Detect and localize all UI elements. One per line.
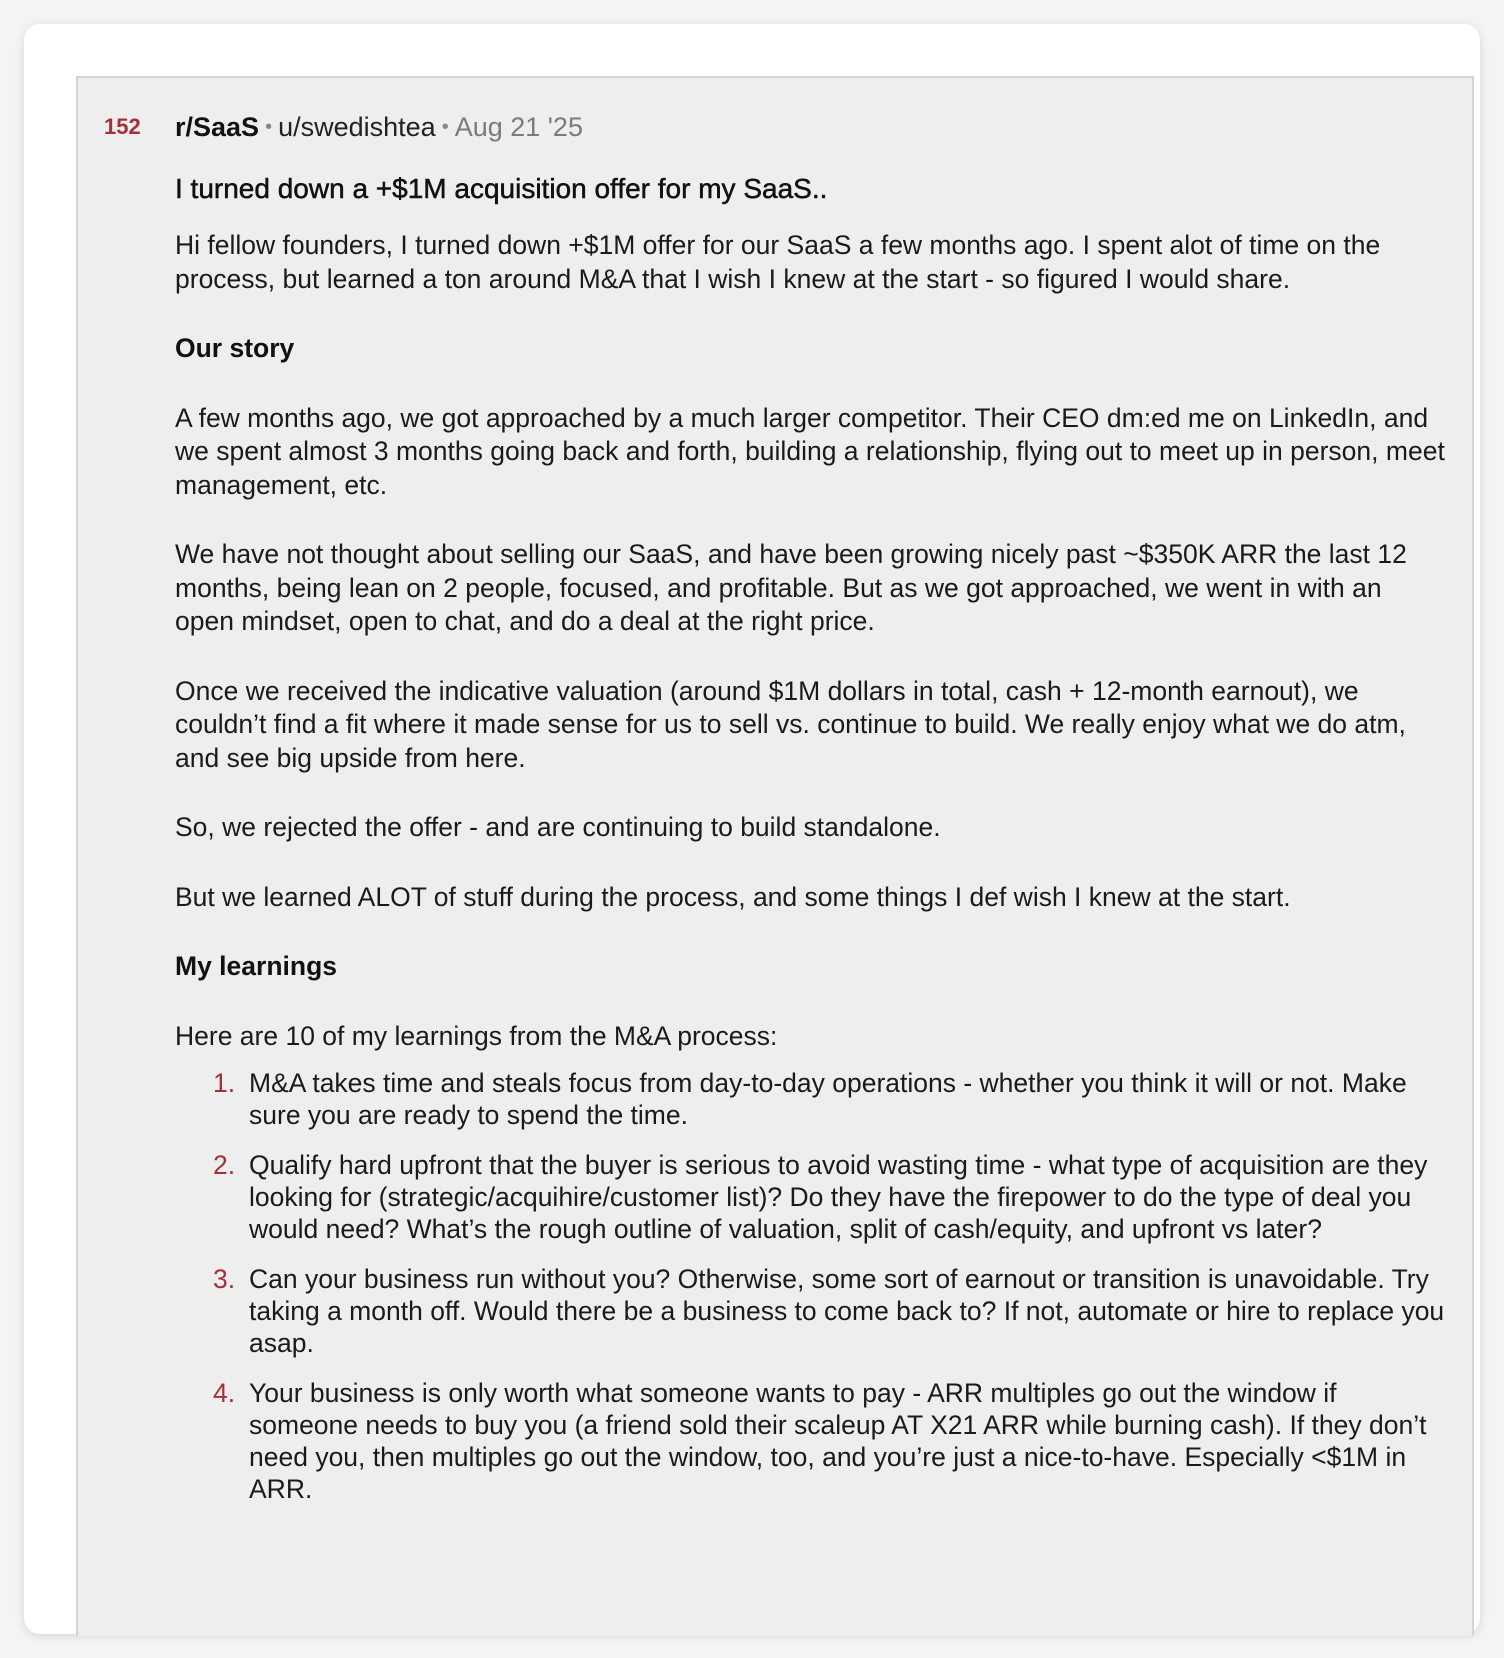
post-body: [175, 108, 1445, 1523]
list-item-number: 2.: [213, 1150, 236, 1180]
story-paragraph: A few months ago, we got approached by a much larger competitor. Their CEO dm:ed me on LinkedIn, and we spent almost 3 months going back and forth, building a relationship, flying out to meet up in person, meet management, etc.: [175, 402, 1445, 500]
post-intro-paragraph: Hi fellow founders, I turned down +$1M offer for our SaaS a few months ago. I spent alot of time on the process, but learned a ton around M&A that I wish I knew at the start - so figured I would share.: [175, 230, 1381, 294]
list-item: [175, 1149, 1445, 1245]
list-item-text: Can your business run without you? Otherwise, some sort of earnout or transition is unavoidable. Try taking a month off. Would there be a business to come back to? If not, automate or hire to replace you asap.: [249, 1264, 1445, 1358]
post-date: Aug 21 '25: [454, 112, 583, 142]
list-item-number: 4.: [213, 1378, 236, 1408]
meta-separator-dot: •: [441, 116, 449, 138]
list-item: [175, 1067, 1445, 1131]
story-paragraph: So, we rejected the offer - and are continuing to build standalone.: [175, 812, 941, 842]
screenshot-frame: [24, 24, 1480, 1634]
list-item: [175, 1377, 1445, 1505]
list-item-text: M&A takes time and steals focus from day-to-day operations - whether you think it will or not. Make sure you are ready to spend the time.: [249, 1068, 1407, 1130]
list-item: [175, 1263, 1445, 1359]
learnings-intro: Here are 10 of my learnings from the M&A process:: [175, 1020, 778, 1051]
post-card: [76, 76, 1474, 1636]
post-meta: [175, 108, 1445, 149]
list-item-number: 1.: [213, 1068, 236, 1098]
heading-our-story: Our story: [175, 333, 295, 363]
meta-separator-dot: •: [265, 116, 273, 138]
list-item-text: Your business is only worth what someone wants to pay - ARR multiples go out the window if someone needs to buy you (a friend sold their scaleup AT X21 ARR while burning cash). If they don’t need you, then multiples go out the window, too, and you’re just a nice-to-have. Especially <$1M in ARR.: [249, 1378, 1427, 1504]
vote-score: 152: [104, 114, 141, 139]
heading-my-learnings: My learnings: [175, 951, 337, 981]
story-paragraph: Once we received the indicative valuation (around $1M dollars in total, cash + 12-month earnout), we couldn’t find a fit where it made sense for us to sell vs. continue to build. We really enjoy what we do atm, and see big upside from here.: [175, 675, 1406, 773]
post-title[interactable]: I turned down a +$1M acquisition offer for my SaaS..: [175, 173, 828, 204]
subreddit-link[interactable]: r/SaaS: [175, 112, 260, 142]
list-item-number: 3.: [213, 1264, 236, 1294]
author-link[interactable]: u/swedishtea: [278, 112, 436, 142]
learnings-list: [175, 1067, 1445, 1505]
list-item-text: Qualify hard upfront that the buyer is serious to avoid wasting time - what type of acquisition are they looking for (strategic/acquihire/customer list)? Do they have the firepower to do the type of deal you would need? What’s the rough outline of valuation, split of cash/equity, and upfront vs later?: [249, 1150, 1428, 1244]
story-paragraph: We have not thought about selling our SaaS, and have been growing nicely past ~$350K ARR the last 12 months, being lean on 2 people, focused, and profitable. But as we got approached, we went in with an open mindset, open to chat, and do a deal at the right price.: [175, 539, 1407, 636]
story-paragraph: But we learned ALOT of stuff during the process, and some things I def wish I knew at the start.: [175, 881, 1291, 912]
